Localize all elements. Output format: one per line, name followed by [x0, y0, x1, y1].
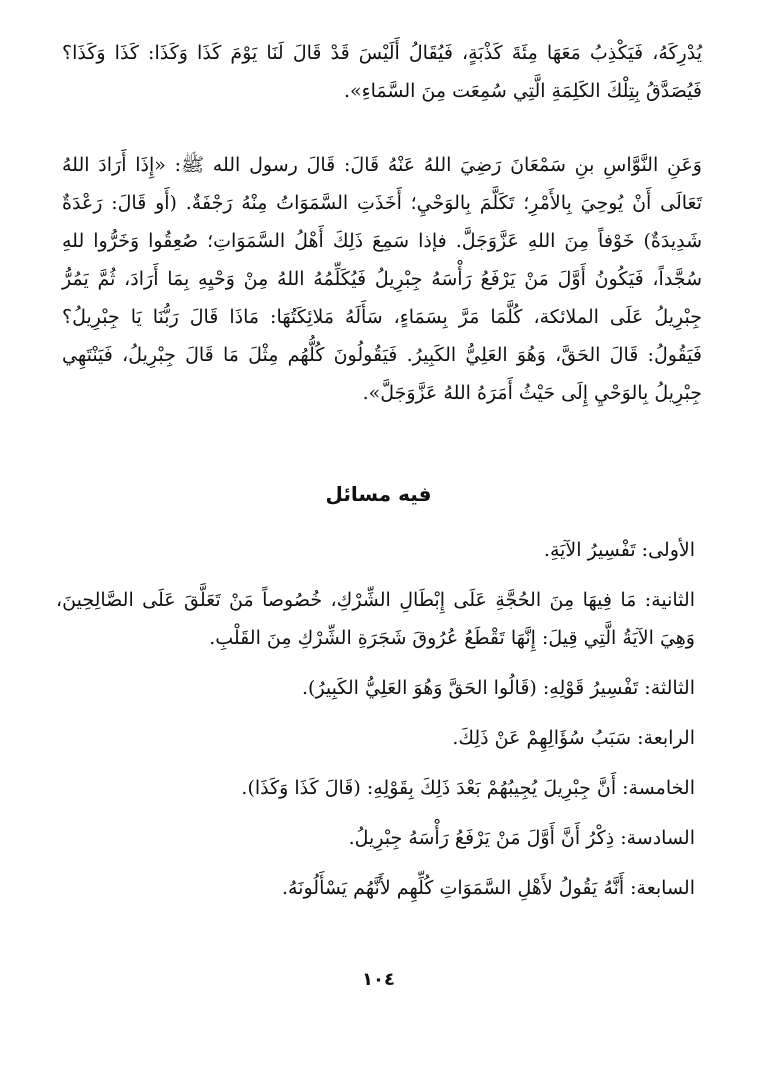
page-number: ١٠٤ — [362, 969, 395, 990]
opening-paragraph: يُدْرِكَهُ، فَيَكْذِبُ مَعَهَا مِئَةَ كَذْبَةٍ، فَيُقَالُ أَلَيْسَ قَدْ قَالَ لَنَا يَوْمَ كَذَا وَكَذَا: كَذَا وَكَذَا؟ فَيُصَدَّقُ بِتِلْكَ الكَلِمَةِ الَّتِي سُمِعَت مِنَ السَّمَاءِ». — [62, 42, 702, 102]
section-heading: فيه مسائل — [325, 482, 432, 506]
issue-first: الأولى: تَفْسِيرُ الآيَةِ. — [543, 539, 695, 561]
issues-list — [56, 531, 695, 919]
issue-fourth: الرابعة: سَبَبُ سُؤَالِهِمْ عَنْ ذَلِكَ. — [452, 727, 695, 749]
hadith-paragraph: وَعَنِ النَّوَّاسِ بنِ سَمْعَانَ رَضِيَ اللهُ عَنْهُ قَالَ: قَالَ رسول الله ﷺ: «إِذَا أَرَادَ اللهُ تَعَالَى أَنْ يُوحِيَ بِالأَمْرِ؛ تَكَلَّمَ بِالوَحْيِ؛ أَخَذَتِ السَّمَوَاتُ مِنْهُ رَجْفَةٌ. (أَو قَالَ: رَعْدَةٌ شَدِيدَةٌ) خَوْفاً مِنَ اللهِ عَزَّوَجَلَّ. فإذا سَمِعَ ذَلِكَ أَهْلُ السَّمَوَاتِ؛ صُعِقُوا وَخَرُّوا للهِ سُجَّداً، فَيَكُونُ أَوَّلَ مَنْ يَرْفَعُ رَأْسَهُ جِبْرِيلُ فَيُكَلِّمُهُ اللهُ مِنْ وَحْيِهِ بِمَا أَرَادَ، ثُمَّ يَمُرُّ جِبْرِيلُ عَلَى الملائكة، كُلَّمَا مَرَّ بِسَمَاءٍ، سَأَلَهُ مَلائِكَتُهَا: مَاذَا قَالَ رَبُّنَا يَا جِبْرِيلُ؟ فَيَقُولُ: قَالَ الحَقَّ، وَهُوَ العَلِيُّ الكَبِيرُ. فَيَقُولُونَ كُلُّهُم مِثْلَ مَا قَالَ جِبْرِيلُ، فَيَنْتَهِي جِبْرِيلُ بِالوَحْيِ إِلَى حَيْثُ أَمَرَهُ اللهُ عَزَّوَجَلَّ». — [62, 154, 702, 404]
issue-second: الثانية: مَا فِيهَا مِنَ الحُجَّةِ عَلَى إِبْطَالِ الشِّرْكِ، خُصُوصاً مَنْ تَعَلَّقَ عَلَى الصَّالِحِينَ، وَهِيَ الآيَةُ الَّتِي قِيلَ: إِنَّهَا تَقْطَعُ عُرُوقَ شَجَرَةِ الشِّرْكِ مِنَ القَلْبِ. — [56, 589, 695, 649]
issue-fifth: الخامسة: أَنَّ جِبْرِيلَ يُجِيبُهُمْ بَعْدَ ذَلِكَ بِقَوْلِهِ: (قَالَ كَذَا وَكَذَا). — [241, 777, 695, 799]
issue-third: الثالثة: تَفْسِيرُ قَوْلِهِ: (قَالُوا الحَقَّ وَهُوَ العَلِيُّ الكَبِيرُ). — [302, 677, 695, 699]
issue-seventh: السابعة: أَنَّهُ يَقُولُ لأَهْلِ السَّمَوَاتِ كُلِّهِم لأَنَّهُم يَسْأَلُونَهُ. — [281, 877, 695, 899]
issue-sixth: السادسة: ذِكْرُ أَنَّ أَوَّلَ مَنْ يَرْفَعُ رَأْسَهُ جِبْرِيلُ. — [348, 827, 695, 849]
